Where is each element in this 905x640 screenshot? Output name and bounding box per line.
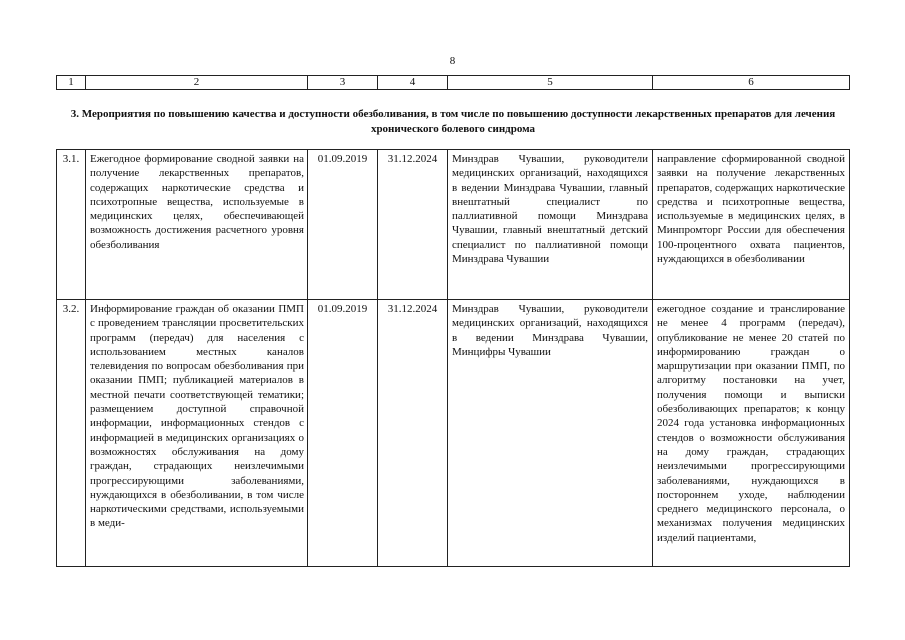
expected-result: направление сформированной сводной заявки на получение лекарственных препаратов, содержащих наркотические средства и психотропные вещества, используемые в медицинских целях, в Минпромторг России для обеспечения 100-процентного охвата пациентов, нуждающихся в обезболивании [653, 150, 850, 300]
section-title: 3. Мероприятия по повышению качества и доступности обезболивания, в том числе по повышению доступности лекарственных препаратов для лечения хронического болевого синдрома [57, 90, 850, 150]
table-row [57, 300, 850, 567]
measure-description: Ежегодное формирование сводной заявки на получение лекарственных препаратов, содержащих наркотические средства и психотропные вещества, используемые в медицинских целях, обеспечивающей возможность достижения расчетного уровня обезболивания [86, 150, 308, 300]
column-header: 2 [86, 76, 308, 90]
measures-table [56, 75, 850, 567]
column-header: 4 [378, 76, 448, 90]
column-header: 1 [57, 76, 86, 90]
start-date: 01.09.2019 [308, 150, 378, 300]
end-date: 31.12.2024 [378, 150, 448, 300]
end-date: 31.12.2024 [378, 300, 448, 567]
column-number-row [57, 76, 850, 90]
row-number: 3.2. [57, 300, 86, 567]
section-heading-row [57, 90, 850, 150]
responsible-executors: Минздрав Чувашии, руководители медицинских организаций, находящихся в ведении Минздрава Чувашии, главный внештатный специалист по паллиативной помощи Минздрава Чувашии, главный внештатный детский специалист по паллиативной помощи Минздрава Чувашии [448, 150, 653, 300]
row-number: 3.1. [57, 150, 86, 300]
responsible-executors: Минздрав Чувашии, руководители медицинских организаций, находящихся в ведении Минздрава Чувашии, Минцифры Чувашии [448, 300, 653, 567]
table-row [57, 150, 850, 300]
page-number: 8 [449, 55, 456, 67]
column-header: 5 [448, 76, 653, 90]
column-header: 6 [653, 76, 850, 90]
start-date: 01.09.2019 [308, 300, 378, 567]
expected-result: ежегодное создание и транслирование не менее 4 программ (передач), опубликование не менее 20 статей по информированию граждан о маршрутизации при оказании ПМП, по алгоритму постановки на учет, получения помощи и выписки обезболивающих препаратов; к концу 2024 года установка информационных стендов о возможности обслуживания на дому граждан, страдающих неизлечимыми прогрессирующими заболеваниями, нуждающихся в постороннем уходе, наблюдении среднего медицинского персонала, о механизмах получения медицинских изделий пациентами, [653, 300, 850, 567]
measure-description: Информирование граждан об оказании ПМП с проведением трансляции просветительских программ (передач) для населения с использованием местных каналов телевидения по вопросам обезболивания при оказании ПМП; публикацией материалов в местной печати соответствующей тематики; размещением доступной справочной информации, информационных стендов с информацией в медицинских организациях о возможностях обслуживания на дому граждан, страдающих неизлечимыми прогрессирующими заболеваниями, нуждающихся в обезболивании, в том числе наркотическими средствами, используемыми в меди- [86, 300, 308, 567]
column-header: 3 [308, 76, 378, 90]
